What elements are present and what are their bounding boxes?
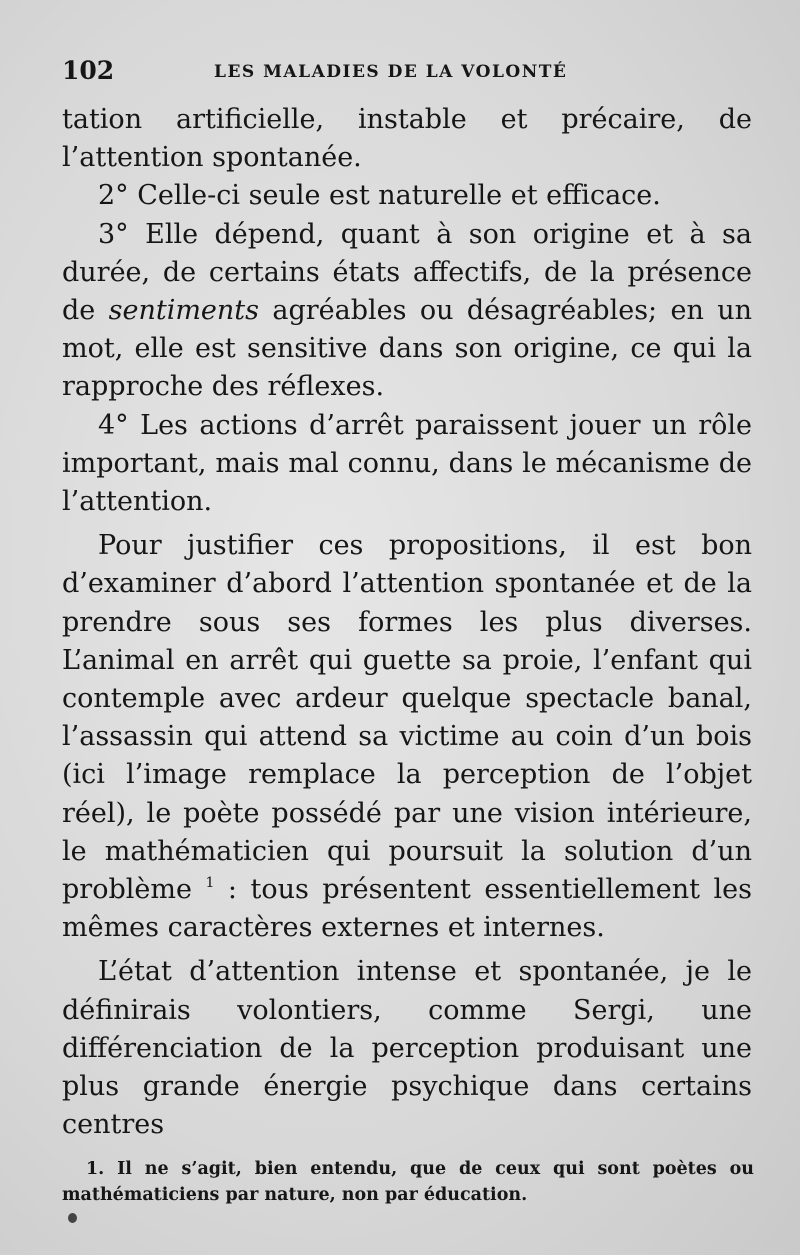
page-header xyxy=(62,56,752,88)
paragraph-5-text-after: : tous présentent essentiellement les mêmes caractères externes et internes. xyxy=(62,874,752,944)
paragraph-5 xyxy=(62,527,752,947)
paragraph-6 xyxy=(62,953,752,1144)
paragraph-1-text: tation artificielle, instable et précaire, de l’attention spontanée. xyxy=(62,104,752,174)
paragraph-3-text-after: agréables ou désagréables; en un mot, elle est sensitive dans son origine, ce qui la rapproche des réflexes. xyxy=(62,295,752,403)
footnote-reference: 1 xyxy=(205,875,215,892)
paragraph-5-text-before: Pour justifier ces propositions, il est bon d’examiner d’abord l’attention spontanée et de la prendre sous ses formes les plus diverses. L’animal en arrêt qui guette sa proie, l’enfant qui contemple avec ardeur quelque spectacle banal, l’assassin qui attend sa victime au coin d’un bois (ici l’image remplace la perception de l’objet réel), le poète possédé par une vision intérieure, le mathématicien qui poursuit la solution d’un problème xyxy=(62,530,752,906)
paragraph-1 xyxy=(62,101,752,177)
paragraph-4-text: 4° Les actions d’arrêt paraissent jouer un rôle important, mais mal connu, dans le mécanisme de l’attention. xyxy=(62,409,752,518)
ink-blot-mark xyxy=(68,1213,77,1223)
paragraph-4 xyxy=(62,407,752,522)
body-text xyxy=(62,101,752,1144)
running-title: LES MALADIES DE LA VOLONTÉ xyxy=(214,62,568,82)
page-number: 102 xyxy=(62,56,115,85)
footnote-text: 1. Il ne s’agit, bien entendu, que de ceux qui sont poètes ou mathématiciens par nature, non par éducation. xyxy=(62,1159,754,1205)
paragraph-3 xyxy=(62,216,752,407)
paragraph-2 xyxy=(62,177,752,215)
footnote xyxy=(62,1156,754,1208)
paragraph-2-text: 2° Celle-ci seule est naturelle et efficace. xyxy=(98,180,661,212)
italic-word-sentiments: sentiments xyxy=(108,295,260,327)
paragraph-6-text: L’état d’attention intense et spontanée, je le définirais volontiers, comme Sergi, une différenciation de la perception produisant une plus grande énergie psychique dans certains centres xyxy=(62,956,752,1141)
paragraph-3-text-before: 3° Elle dépend, quant à son origine et à sa durée, de certains états affectifs, de la présence de xyxy=(62,218,752,327)
